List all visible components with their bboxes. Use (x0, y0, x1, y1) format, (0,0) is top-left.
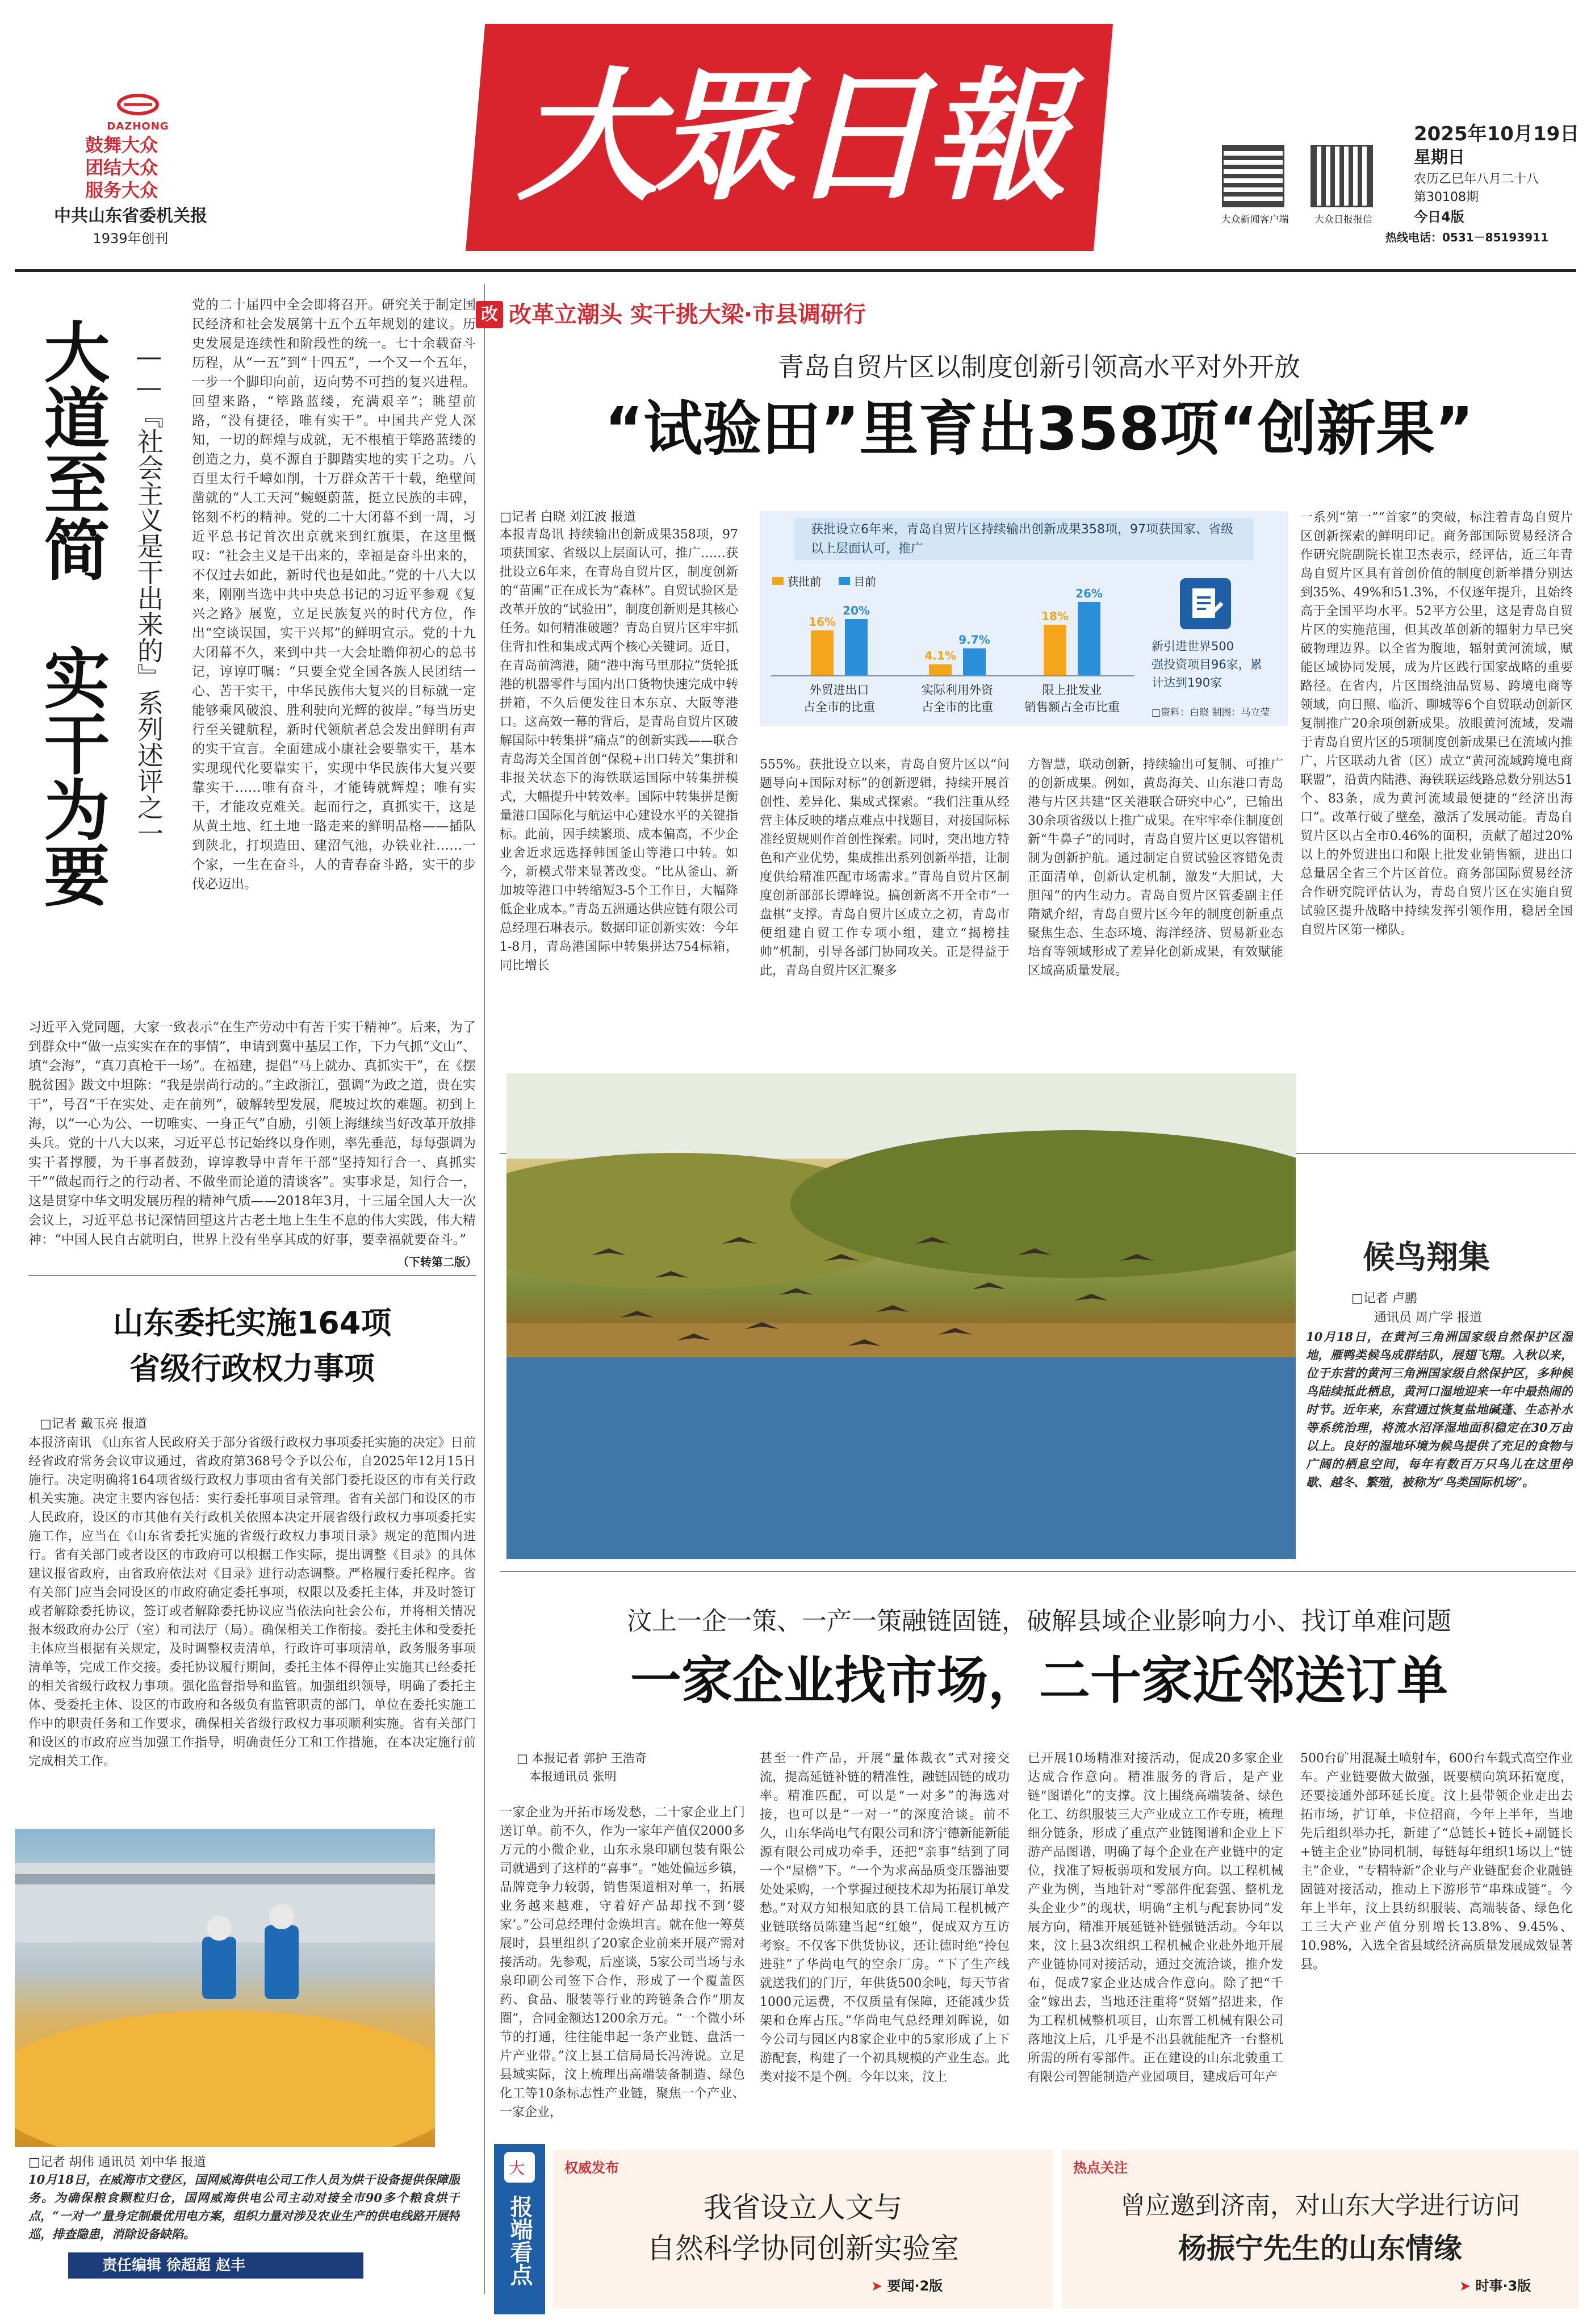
banner-item-2[interactable] (1062, 2150, 1579, 2309)
masthead-rule (15, 269, 1576, 272)
bar-value-label: 26% (1075, 587, 1103, 600)
banner-item-line2: 自然科学协同创新实验室 (647, 2232, 959, 2265)
banner-item-ref[interactable] (1459, 2275, 1531, 2294)
section-banner-icon: 改 (476, 301, 503, 328)
legend-before: 获批前 (787, 575, 822, 588)
bar-2-1 (1078, 602, 1100, 676)
banner-item-tag: 权威发布 (564, 2160, 619, 2176)
side-line: 新引进世界500 (1152, 639, 1234, 653)
enterprise-col3: 已开展10场精准对接活动，促成20多家企业达成合作意向。精准服务的背后，是产业链“图谱化”的支撑。汶上围绕高端装备、绿色化工、纺织服装三大产业成立工作专班，梳理细分链条，形成了重点产业链图谱和企业上下游产品图谱，明确了每个企业在产业链中的定位，找准了短板弱项和发展方向。以工程机械产业为例，当地针对“零部件配套强、整机龙头企业少”的现状，明确“主机与配套协同”发展方向，精准开展延链补链强链活动。今年以来，汶上县3次组织工程机械企业赴外地开展产业链协同对接活动，通过交流洽谈，推介发布，促成7家企业达成合作意向。除了把“千金”嫁出去，当地还注重将“贤婿”招进来，作为工程机械整机项目，山东晋工机械有限公司落地汶上后，几乎是不出县就能配齐一台整机所需的所有零部件。正在建设的山东北骏重工有限公司智能制造产业园项目，建成后可年产 (1028, 1752, 1283, 2084)
side-line: 计达到190家 (1152, 676, 1222, 689)
grain-dryer-photo (15, 1829, 435, 2147)
group-label-line: 占全市的比重 (922, 700, 993, 714)
side-line: 强投资项目96家，累 (1152, 658, 1262, 671)
story164-byline: □记者 戴玉亮 报道 (40, 1417, 147, 1431)
bar-value-label: 18% (1041, 609, 1069, 623)
qr-label: 大众新闻客户端 (1221, 214, 1289, 225)
birds-byline-line: 通讯员 周广学 报道 (1374, 1311, 1482, 1325)
dazhong-logo-icon (107, 91, 169, 123)
editorial-title-part2: 实干为要 (33, 644, 110, 908)
editorial-title-part1: 大道至简 (33, 318, 110, 582)
editorial-continued: （下转第二版） (397, 1255, 477, 1269)
photo-scene-icon (15, 1829, 435, 2147)
arrow-icon: ➤ (1459, 2278, 1476, 2294)
qr-label: 大众日报报信 (1314, 214, 1372, 225)
masthead (0, 0, 1591, 273)
enterprise-subtitle: 汶上一企一策、一产一策融链固链，破解县域企业影响力小、找订单难问题 (627, 1607, 1451, 1636)
app-banner (494, 2144, 1579, 2314)
birds-scene-icon (506, 1073, 1296, 1559)
publisher: 中共山东省委机关报 (54, 206, 207, 226)
bar-1-1 (963, 649, 986, 676)
group-label-line: 实际利用外资 (922, 683, 993, 697)
birds-byline (1351, 1289, 1482, 1328)
slogans (85, 133, 187, 202)
story164-title (28, 1301, 476, 1391)
issue-number: 第30108期 (1414, 190, 1479, 204)
banner-item-1[interactable] (553, 2150, 1053, 2309)
banner-ref-text: 要闻·2版 (887, 2278, 943, 2294)
bar-2-0 (1044, 625, 1066, 676)
bar-0-1 (845, 619, 868, 676)
enterprise-title: 一家企业找市场，二十家近邻送订单 (630, 1651, 1448, 1711)
birds-photo-title: 候鸟翔集 (1363, 1239, 1490, 1276)
section-banner-text: 改革立潮头 实干挑大梁·市县调研行 (509, 302, 866, 328)
editorial-col2: 习近平入党同题，大家一致表示“在生产劳动中有苦干实干精神”。后来，为了到群众中“做一点实实在在的事情”，申请到冀中基层工作，下力气抓“文山”、填“会海”，“真刀真枪干一场”。在福建，提倡“马上就办、真抓实干”，在《摆脱贫困》跋文中坦陈：“我是崇尚行动的。”主政浙江，强调“为政之道，贵在实干”，号召“干在实处、走在前列”，破解转型发展，爬坡过坎的难题。初到上海，以“一心为公、一切唯实、一身正气”自励，引领上海继续当好改革开放排头兵。党的十八大以来，习近平总书记始终以身作则，率先垂范，每每强调为实干者撑腰，为干事者鼓劲，谆谆教导中青年干部“坚持知行合一、真抓实干”“做起而行之的行动者、不做坐而论道的清谈客”。实事求是，知行合一，这是贯穿中华文明发展历程的精神气质——2018年3月，十三届全国人大一次会议上，习近平总书记深情回望这片古老土地上生生不息的伟大实践，伟大精神：“中国人民自古就明白，世界上没有坐享其成的好事，要幸福就要奋斗。” (28, 1020, 476, 1247)
group-label (782, 682, 896, 716)
enterprise-col2: 甚至一件产品，开展“量体裁衣”式对接交流，提高延链补链的精准性，融链固链的成功率。精准匹配，可以是“一对多”的海选对接，也可以是“一对一”的深度洽谈。前不久，山东华尚电气有限公司和济宁德新能新能源有限公司成功牵手，还把“亲事”结到了同一个“屋檐”下。“一个为求高品质变压器油要处处采购，一个掌握过硬技术却为拓展订单发愁。”对双方知根知底的县工信局工程机械产业链联络员陈建当起“红娘”，促成双方互访考察。不仅客下供货协议，还让德时绝“拎包进驻”了华尚电气的空余厂房。“下了生产线就送我们的门厅，年供货500余吨，每天节省1000元运费，不仅质量有保障，还能减少货架和仓库占压。”华尚电气总经理刘晖说，如今公司与园区内8家企业中的5家形成了上下游配套，构建了一个初具规模的产业生态。此类对接不是个例。今年以来，汶上 (760, 1752, 1010, 2084)
banner-item-line2: 杨振宁先生的山东情缘 (1178, 2232, 1462, 2265)
editorial-col1: 党的二十届四中全会即将召开。研究关于制定国民经济和社会发展第十五个五年规划的建议。历史发展是连续性和阶段性的统一。七十余载奋斗历程，从“一五”到“十四五”，一个又一个五年，一步一个脚印向前，迈向势不可挡的复兴进程。回望来路，“筚路蓝缕，充满艰辛”；眺望前路，“没有捷径，唯有实干”。中国共产党人深知，一切的辉煌与成就，无不根植于筚路蓝缕的创造之力，莫不源自于脚踏实地的实干之功。八百里太行千嶂如削，十万群众苦干十载，绝壁间凿就的“人工天河”蜿蜒蔚蓝，挺立民族的丰碑，铭刻不朽的精神。党的二十大闭幕不到一周，习近平总书记首次出京就来到红旗渠，在这里慨叹：“社会主义是干出来的，幸福是奋斗出来的，不仅过去如此，新时代也是如此。”党的十八大以来，刚刚当选中共中央总书记的习近平参观《复兴之路》展览，立足民族复兴的时代方位，作出“空谈误国，实干兴邦”的鲜明宣示。党的十九大闭幕不久，来到中共一大会址瞻仰初心的总书记，谆谆叮嘱：“只要全党全国各族人民团结一心、苦干实干，中华民族伟大复兴的目标就一定能够乘风破浪、胜利驶向光辉的彼岸。”每当历史行至关键航程，新时代领航者总会发出鲜明有声的实干宣言。全面建成小康社会要靠实干，基本实现现代化要靠实干，实现中华民族伟大复兴要靠实干……唯有奋斗，才能铸就辉煌；唯有实干，才能攻克难关。起而行之，真抓实干，这是从黄土地、红土地一路走来的鲜明品格——插队到陕北，打坝造田、建沼气池，办铁业社……一个家，一生在奋斗，人的青春奋斗路，实干的步伐必迈出。 (192, 298, 476, 892)
lunar-date: 农历乙巳年八月二十八 (1414, 172, 1539, 186)
editor-bar (68, 2252, 363, 2279)
slogan: 团结大众 (85, 157, 158, 178)
bar-value-label: 20% (843, 604, 870, 617)
story358-byline: □记者 白晓 刘江波 报道 (500, 510, 636, 524)
group-label (901, 682, 1014, 716)
bar-0-0 (811, 630, 834, 676)
bar-value-label: 9.7% (958, 633, 990, 647)
group-label (1010, 682, 1134, 716)
svg-text:大: 大 (509, 2159, 525, 2177)
birds-byline-line: □记者 卢鹏 (1351, 1291, 1417, 1306)
enterprise-byline-line: □ 本报记者 郭护 王浩奇 (517, 1752, 647, 1765)
story358-title: “试验田”里育出358项“创新果” (604, 394, 1474, 463)
section-banner (476, 296, 975, 333)
editorial-title (34, 318, 108, 1000)
infographic-side (1152, 637, 1282, 692)
enterprise-col4: 500台矿用混凝土喷射车，600台车载式高空作业车。产业链要做大做强，既要横向筑环拓宽度，还要接通外部环延长度。汶上县带领企业走出去拓市场，扩订单，卡位招商，今年上半年，当地先后组织举办托，新建了“总链长+链长+副链长+链主企业”协同机制，每链每年组织1场以上“链主”企业，“专精特新”企业与产业链配套企业融链固链对接活动，推动上下游形节“串珠成链”。今年上半年，汶上县纺织服装、高端装备、绿色化工三大产业产值分别增长13.8%、9.45%、10.98%，入选全省县域经济高质量发展成效显著县。 (1300, 1752, 1573, 1972)
banner-item-tag: 热点关注 (1073, 2160, 1128, 2176)
app-banner-side (494, 2144, 545, 2314)
divider (28, 1275, 476, 1276)
story164-title-line1: 山东委托实施164项 (112, 1305, 392, 1341)
story164-body: 本报济南讯 《山东省人民政府关于部分省级行政权力事项委托实施的决定》日前经省政府常务会议审议通过，省政府第368号令予以公布，自2025年12月15日施行。决定明确将164项省级行政权力事项由省有关部门委托设区的市有关行政机关实施。决定主要内容包括：实行委托事项目录管理。省有关部门和设区的市人民政府，设区的市其他有关行政机关依照本决定开展省级行政权力事项委托实施工作，应当在《山东省委托实施的省级行政权力事项目录》规定的范围内进行。省有关部门或者设区的市政府可以根据工作实际，提出调整《目录》的具体建议报省政府，由省政府依法对《目录》进行动态调整。严格履行委托程序。省有关部门应当会同设区的市政府确定委托事项，权限以及委托主体，并及时签订或者解除委托协议，签订或者解除委托协议应当依法向社会公布，并将相关情况报本级政府办公厅（室）和司法厅（局）。确保相关工作衔接。委托主体和受委托主体应当根据有关规定，及时调整权责清单，行政许可事项清单，政务服务事项清单等，完成工作交接。委托协议履行期间，委托主体不得停止实施其已经委托的相关省级行政权力事项。强化监督指导和监管。加强组织领导，明确了委托主体、受委托主体、设区的市政府和各级负有监管职责的部门，单位在委托实施工作中的职责任务和工作要求，确保相关省级行政权力事项顺利实施。省有关部门和设区的市政府应当加强工作指导，明确责任分工和工作措施，在本决定施行前完成相关工作。 (28, 1436, 476, 1769)
birds-caption: 10月18日，在黄河三角洲国家级自然保护区湿地，雁鸭类候鸟成群结队，展翅飞翔。入秋以来，位于东营的黄河三角洲国家级自然保护区，多种候鸟陆续抵此栖息，黄河口湿地迎来一年中最热闹的时节。近年来，东营通过恢复盐地碱蓬、生态补水等系统治理，将流水沼泽湿地面积稳定在30万亩以上。良好的湿地环境为候鸟提供了充足的食物与广阔的栖息空间，每年有数百万只鸟儿在这里停歇、越冬、繁殖，被称为“鸟类国际机场”。 (1306, 1330, 1573, 1489)
banner-ref-text: 时事·3版 (1475, 2278, 1531, 2294)
arrow-icon: ➤ (871, 2278, 887, 2294)
story358-subtitle: 青岛自贸片区以制度创新引领高水平对外开放 (778, 352, 1300, 382)
slogan: 服务大众 (85, 179, 158, 201)
bar-value-label: 16% (809, 615, 836, 629)
banner-item-line1: 我省设立人文与 (704, 2191, 902, 2224)
infographic-credit: □资料：白晓 制图：马立莹 (1152, 707, 1270, 718)
editorial-series: ——『社会主义是干出来的』系列述评之一 (133, 341, 164, 846)
qr-code-icon (1311, 145, 1373, 207)
story358-col4: 一系列“第一”“首家”的突破，标注着青岛自贸片区创新探索的鲜明印记。商务部国际贸易经济合作研究院副院长崔卫杰表示，经评估，近三年青岛自贸片区具有首创价值的制度创新举措分别达到35%、49%和51.3%，不仅逐年提升，且始终高于全国平均水平。52平方公里，这是青岛自贸片区的实施范围，但其改革创新的辐射力早已突破物理边界。以全省为腹地，辐射黄河流域，赋能区域协同发展，成为片区践行国家战略的重要路径。在省内，片区围绕油品贸易、跨境电商等领域，向日照、临沂、聊城等6个自贸联动创新区复制推广20余项创新成果。放眼黄河流域，发端于青岛自贸片区的5项制度创新成果已在流域内推广，片区联动九省（区）成立“黄河流域跨境电商联盟”，沿黄内陆港、海铁联运线路总数分别达51个、83条，成为黄河流域最便捷的“经济出海口”。改革行破了壁垒，激活了发展动能。青岛自贸片区以占全市0.46%的面积，贡献了超过20%以上的外贸进出口和限上批发业销售额，进出口总量居全省三个片区首位。商务部国际贸易经济合作研究院评估认为，青岛自贸片区在实施自贸试验区提升战略中持续发挥引领作用，稳居全国自贸片区第一梯队。 (1300, 511, 1573, 937)
weekday: 星期日 (1414, 148, 1465, 168)
dazhong-logo (107, 91, 169, 123)
grain-photo-caption: 10月18日，在威海市文登区，国网威海供电公司工作人员为烘干设备提供保障服务。为确保粮食颗粒归仓，国网威海供电公司主动对接全市90多个粮食烘干点，“一对一”量身定制最优用电方案，组织力量对涉及农业生产的供电线路开展特巡，排查隐患，消除设备缺陷。 (28, 2172, 460, 2241)
infographic (760, 511, 1288, 726)
grain-photo-byline: □记者 胡伟 通讯员 刘中华 报道 (28, 2155, 206, 2170)
masthead-title: 大眾日報 (517, 53, 1062, 220)
enterprise-byline-line: 本报通讯员 张明 (529, 1770, 617, 1783)
issue-date: 2025年10月19日 (1414, 123, 1580, 145)
group-label-line: 外贸进出口 (809, 683, 869, 697)
divider (500, 1571, 1576, 1572)
app-banner-label: 报端看点 (506, 2195, 533, 2286)
logo-text: DAZHONG (107, 120, 169, 132)
story164-title-line2: 省级行政权力事项 (129, 1351, 375, 1386)
bar-1-0 (929, 664, 952, 676)
bar-value-label: 4.1% (924, 649, 956, 663)
founded: 1939年创刊 (93, 231, 169, 246)
story358-col2: 555%。获批设立以来，青岛自贸片区以“问题导向+国际对标”的创新逻辑，持续开展首创性、差异化、集成式探索。“我们注重从经营主体反映的堵点难点中找题目，对接国际标准经贸规则作首创性探索。同时，突出地方特色和产业优势，集成推出系列创新举措，让制度供给精准匹配市场需求。”青岛自贸片区制度创新部部长谭峰说。搞创新离不开全市“一盘棋”支撑。青岛自贸片区成立之初，青岛市便组建自贸工作专项小组，建立“揭榜挂帅”机制，引导各部门协同攻关。正是得益于此，青岛自贸片区汇聚多 (760, 758, 1010, 978)
enterprise-byline (517, 1749, 647, 1786)
qr-code-icon (1222, 145, 1284, 207)
birds-photo (506, 1073, 1296, 1559)
hotline: 热线电话：0531－85193911 (1385, 231, 1548, 244)
enterprise-col1: 一家企业为开拓市场发愁，二十家企业上门送订单。前不久，作为一家年产值仅2000多万元的小微企业，山东永泉印刷包装有限公司就遇到了这样的“喜事”。“她处偏远乡镇，品牌竞争力较弱，销售渠道相对单一，拓展业务越来越难，守着好产品却找不到‘婆家’。”公司总经理付金焕坦言。就在他一筹莫展时，县里组织了20家企业前来开展产需对接活动。先参观，后座谈，5家公司当场与永泉印刷公司签下合作，形成了一个覆盖医药、食品、服装等行业的跨链条合作“朋友圈”，合同金额达1200余万元。“一个微小环节的打通，往往能串起一条产业链、盘活一片产业带。”汶上县工信局局长冯涛说。立足县域实际，汶上梳理出高端装备制造、绿色化工等10条标志性产业链，聚焦一个产业、一家企业， (500, 1805, 745, 2120)
group-label-line: 销售额占全市比重 (1024, 700, 1120, 714)
story358-col3: 方智慧，联动创新，持续输出可复制、可推广的创新成果。例如，黄岛海关、山东港口青岛港与片区共建“区关港联合研究中心”，已输出30余项省级以上推广成果。在牢牢牵住制度创新“牛鼻子”的同时，青岛自贸片区更以容错机制为创新护航。通过制定自贸试验区容错免责正面清单，创新认定机制，激发“大胆试，大胆闯”的内生动力。青岛自贸片区管委副主任隋斌介绍，青岛自贸片区今年的制度创新重点聚焦生态、生态环境、海洋经济、贸易新业态培育等领域形成了差异化创新成果，有效赋能区域高质量发展。 (1028, 758, 1283, 978)
slogan: 鼓舞大众 (85, 134, 158, 156)
app-logo-icon (504, 2152, 535, 2183)
story358-col1: 本报青岛讯 持续输出创新成果358项，97项获国家、省级以上层面认可，推广……获批设立6年来，在青岛自贸片区，制度创新的“苗圃”正在成长为“森林”。自贸试验区是改革开放的“试验田”，制度创新则是其核心任务。如何精准破题？青岛自贸片区牢牢抓住背扣性和集成式两个核心关键词。近日，在青岛前湾港，随“港中海马里那拉”货轮抵港的机器零件与国内出口货物快速完成中转拼箱，不久后便发往日本东京、大阪等港口。这高效一幕的背后，是青岛自贸片区破解国际中转集拼“痛点”的创新实践——联合青岛海关全国首创“保税+出口转关”集拼和非报关状态下的海铁联运国际中转集拼模式，大幅提升中转效率。国际中转集拼是衡量港口国际化与航运中心建设水平的关键指标。此前，因手续繁琐、成本偏高，不少企业舍近求远选择韩国釜山等港口中转。如今，新模式带来显著改变。“比从釜山、新加坡等港口中转缩短3-5个工作日，大幅降低企业成本。”青岛五洲通达供应链有限公司总经理石琳表示。数据印证创新实效：今年1-8月，青岛港国际中转集拼达754标箱，同比增长 (500, 528, 738, 973)
banner-item-line1: 曾应邀到济南，对山东大学进行访问 (1120, 2191, 1520, 2220)
group-label-line: 占全市的比重 (803, 700, 875, 714)
legend-now: 目前 (853, 575, 877, 588)
banner-item-ref[interactable] (871, 2275, 943, 2294)
column-divider (484, 284, 485, 2294)
page-count: 今日4版 (1414, 209, 1464, 225)
group-label-line: 限上批发业 (1042, 683, 1102, 697)
editor-credit: 责任编辑 徐超超 赵丰 (102, 2257, 246, 2274)
document-icon (1180, 578, 1231, 629)
infographic-header: 获批设立6年来，青岛自贸片区持续输出创新成果358项，97项获国家、省级以上层面认可，推广 (811, 523, 1233, 556)
